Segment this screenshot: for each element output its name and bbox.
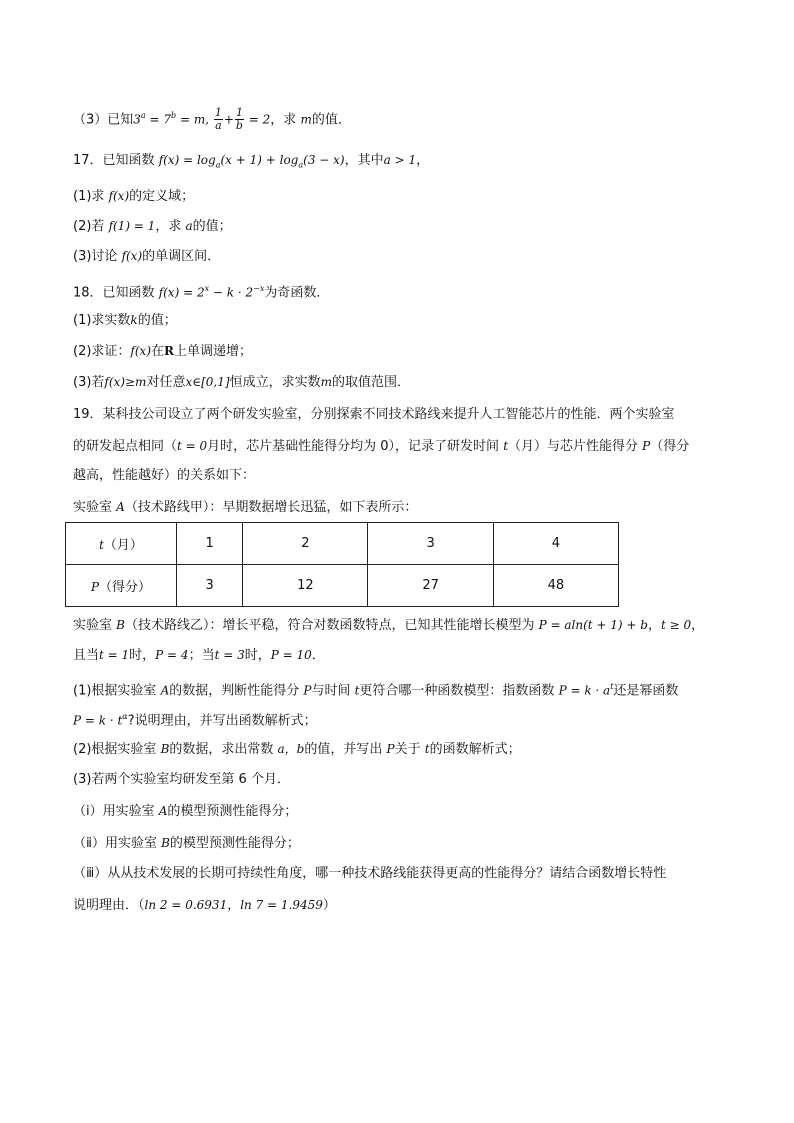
lab-a-data-table — [65, 522, 619, 607]
table-header-P-unit: （得分） — [99, 580, 152, 595]
q18-p2-R: R — [164, 344, 174, 358]
q17-p2-mid: ，求 — [155, 219, 186, 234]
q19-cond-P4: P = 4 — [155, 648, 189, 662]
q19-cond-d: 时， — [244, 648, 271, 663]
q19-labB-cond: t ≥ 0 — [660, 618, 692, 632]
table-cell: 1 — [177, 523, 243, 565]
q19-p2-d: 关于 — [394, 742, 425, 757]
q19-p3ii-B: B — [161, 836, 170, 850]
q19-labB-mid: （技术路线乙）：增长平稳，符合对数函数特点，已知其性能增长模型为 — [124, 618, 539, 633]
q18-sup-1: x — [204, 284, 210, 293]
q19-p1-exp-sup: t — [610, 682, 614, 691]
table-cell: 3 — [368, 523, 493, 565]
q19-labB-formula: P = aln(t + 1) + b — [538, 618, 648, 632]
q16-frac2-num: 1 — [235, 106, 243, 120]
q17-p1-suffix: 的定义域； — [129, 189, 195, 204]
q19-line2-b: 月时，芯片基础性能得分均为 0），记录了研发时间 — [207, 439, 504, 454]
q17-cond-prefix: ，其中 — [344, 153, 384, 168]
q17-p3-f: f(x) — [121, 249, 143, 263]
q17-formula-2: (x + 1) + log — [220, 153, 299, 167]
q19-part1 — [73, 678, 678, 700]
q19-labB-prefix: 实验室 — [73, 618, 117, 633]
q19-line1: 19．某科技公司设立了两个研发实验室，分别探索不同技术路线来提升人工智能芯片的性能．两个实验室 — [73, 407, 675, 422]
q18-sup-2: −x — [253, 284, 265, 293]
q19-p2-ab: a，b — [277, 742, 305, 756]
table-cell: 27 — [368, 565, 493, 607]
q18-part1 — [73, 311, 177, 330]
q19-cond-t3: t = 3 — [214, 648, 245, 662]
q19-ln-sep: ， — [227, 898, 241, 913]
q16-frac1-den: a — [215, 119, 222, 133]
table-row-P — [66, 565, 619, 607]
q17-p1-prefix: (1)求 — [73, 189, 109, 204]
q18-p1-k: k — [130, 313, 138, 327]
q19-labB-sep: ， — [647, 618, 661, 633]
q17-part1 — [73, 187, 194, 206]
q19-labA-prefix: 实验室 — [73, 500, 117, 515]
q19-p1-e: 还是幂函数 — [613, 683, 679, 699]
q19-p1-exp: P = k · a — [558, 683, 611, 698]
q19-p3i-a: （ⅰ）用实验室 — [73, 804, 159, 819]
q19-p3ii-a: （ⅱ）用实验室 — [73, 836, 162, 851]
q18-p3-suffix: 的取值范围． — [331, 375, 410, 390]
q17-p1-f: f(x) — [108, 189, 130, 203]
q19-p1b-pow: P = k · t — [73, 713, 123, 728]
table-cell: 2 — [243, 523, 368, 565]
q19-p1-c: 与时间 — [311, 683, 355, 699]
q19-p1-t: t — [354, 683, 360, 698]
q18-title-prefix: 18．已知函数 — [73, 285, 159, 301]
q19-line2 — [73, 437, 689, 456]
q19-p3i-b: 的模型预测性能得分； — [167, 804, 298, 819]
q18-p3-m: m — [320, 375, 332, 389]
q19-p2-b: 的数据，求出常数 — [169, 742, 278, 757]
q18-p1-suffix: 的值； — [137, 313, 177, 328]
q19-p3iii-end: ） — [322, 898, 336, 913]
q17-p2-suffix: 的值； — [192, 219, 232, 234]
q16-suffix: ，求 — [270, 112, 301, 128]
q17-formula-3: (3 − x) — [303, 153, 345, 167]
table-cell: 48 — [493, 565, 618, 607]
q19-p1b-pow-sup: α — [122, 712, 128, 721]
q18-p3-mid2: 恒成立，求实数 — [229, 375, 321, 390]
q19-p1b-rest: ?说明理由，并写出函数解析式； — [127, 713, 317, 729]
q16-suffix2: 的值． — [311, 112, 351, 128]
q19-p3ii-b: 的模型预测性能得分； — [169, 836, 300, 851]
q17-part2 — [73, 217, 232, 236]
q17-part3 — [73, 247, 220, 266]
q19-p1-a: (1)根据实验室 — [73, 683, 161, 699]
q16-exp-b: b — [171, 111, 177, 120]
q17-cond: a > 1 — [383, 153, 417, 167]
q16-eq: = 7 — [145, 112, 172, 127]
q16-eq2: = m, — [176, 112, 213, 127]
q18-title — [73, 280, 329, 302]
q16-part3 — [73, 107, 351, 132]
q18-p3-mid: 对任意 — [146, 375, 186, 390]
q19-labB-end: ， — [691, 618, 705, 633]
table-header-t-var: t — [99, 538, 104, 552]
q18-p2-mid: 在 — [151, 344, 165, 359]
q19-p1-d: 更符合哪一种函数模型：指数函数 — [359, 683, 559, 699]
q18-p3-x: x∈[0,1] — [185, 375, 230, 389]
table-cell: 12 — [243, 565, 368, 607]
q19-cond-c: ；当 — [188, 648, 215, 663]
q17-formula-1: f(x) = log — [158, 153, 216, 167]
q19-line2-c: （月）与芯片性能得分 — [508, 439, 643, 454]
q18-p2-prefix: (2)求证： — [73, 344, 131, 359]
q19-part3-iii: （ⅲ）从从技术发展的长期可持续性角度，哪一种技术路线能获得更高的性能得分？请结合函数增长特性 — [73, 866, 667, 881]
table-cell: 4 — [493, 523, 618, 565]
table-header-P-var: P — [90, 580, 100, 594]
q19-labA-suffix: （技术路线甲）：早期数据增长迅猛，如下表所示： — [124, 500, 418, 515]
q16-eq3: = 2 — [244, 112, 271, 127]
q16-frac2-den: b — [235, 119, 243, 133]
q19-ln2: ln 2 = 0.6931 — [144, 898, 228, 912]
q19-line2-t2: t — [503, 439, 509, 453]
q19-p1-b: 的数据，判断性能得分 — [169, 683, 304, 699]
q19-p2-t: t — [424, 742, 430, 756]
q19-labB — [73, 616, 704, 635]
table-header-P — [66, 565, 177, 607]
q19-labA — [73, 498, 417, 517]
q18-p3-f: f(x)≥m — [104, 375, 147, 389]
q19-p2-c: 的值，并写出 — [304, 742, 387, 757]
q19-labA-A: A — [116, 500, 125, 514]
q16-plus: + — [223, 112, 234, 127]
q17-sub-1: a — [215, 160, 221, 170]
table-header-t-unit: （月） — [103, 538, 143, 553]
q16-frac2 — [235, 107, 244, 132]
q16-m: m — [300, 112, 312, 127]
q17-p3-suffix: 的单调区间． — [142, 249, 221, 264]
q19-cond-t1: t = 1 — [99, 648, 130, 662]
q19-p2-a: (2)根据实验室 — [73, 742, 161, 757]
q19-part3-iii-cont — [73, 896, 336, 915]
q18-title-suffix: 为奇函数． — [264, 285, 330, 301]
q19-cond-e: ． — [311, 648, 325, 663]
q19-line2-t: t = 0 — [177, 439, 208, 453]
q18-formula-1: f(x) = 2 — [158, 285, 205, 300]
q18-p2-suffix: 上单调递增； — [174, 344, 253, 359]
q19-p2-e: 的函数解析式； — [429, 742, 521, 757]
q16-part3-prefix: （3）已知 — [73, 112, 134, 128]
q19-line3: 越高，性能越好）的关系如下： — [73, 468, 256, 483]
q18-part2 — [73, 342, 252, 361]
table-row-t — [66, 523, 619, 565]
q19-cond-b: 时， — [129, 648, 156, 663]
q19-part3: (3)若两个实验室均研发至第 6 个月． — [73, 772, 290, 787]
q19-p2-P: P — [386, 742, 395, 756]
q18-p3-prefix: (3)若 — [73, 375, 105, 390]
table-cell: 3 — [177, 565, 243, 607]
q19-p3i-A: A — [158, 804, 168, 818]
q19-part3-i — [73, 802, 297, 821]
q17-title-prefix: 17．已知函数 — [73, 153, 159, 168]
q19-part1-cont — [73, 708, 317, 730]
q19-ln7: ln 7 = 1.9459 — [240, 898, 323, 912]
q16-frac1 — [214, 107, 223, 132]
q19-cond-a: 且当 — [73, 648, 100, 663]
q17-p2-a: a — [185, 219, 193, 233]
q19-p2-B: B — [160, 742, 170, 756]
q17-sub-2: a — [298, 160, 304, 170]
q18-formula-2: − k · 2 — [209, 285, 254, 300]
q16-base3: 3 — [133, 112, 141, 127]
q17-p2-f: f(1) = 1 — [108, 219, 156, 233]
q19-p1-P: P — [303, 683, 312, 698]
q19-line2-P: P — [642, 439, 651, 453]
q19-cond-P10: P = 10 — [270, 648, 312, 662]
q17-p2-prefix: (2)若 — [73, 219, 109, 234]
q19-part3-ii — [73, 834, 300, 853]
q17-p3-prefix: (3)讨论 — [73, 249, 122, 264]
q17-title — [73, 151, 429, 175]
q18-p2-f: f(x) — [130, 344, 151, 358]
q18-part3 — [73, 373, 410, 392]
q16-frac1-num: 1 — [214, 106, 222, 120]
q19-p1-A: A — [160, 683, 170, 698]
q19-labB-B: B — [116, 618, 125, 632]
q19-line2-d: （得分 — [650, 439, 690, 454]
q18-p1-prefix: (1)求实数 — [73, 313, 131, 328]
q19-p3iii-b: 说明理由．（ — [73, 898, 145, 913]
q19-conditions — [73, 646, 325, 665]
q17-cond-suffix: ， — [416, 153, 430, 168]
table-header-t — [66, 523, 177, 565]
q16-exp-a: a — [140, 111, 146, 120]
q19-line2-a: 的研发起点相同（ — [73, 439, 178, 454]
q19-part2 — [73, 740, 521, 759]
